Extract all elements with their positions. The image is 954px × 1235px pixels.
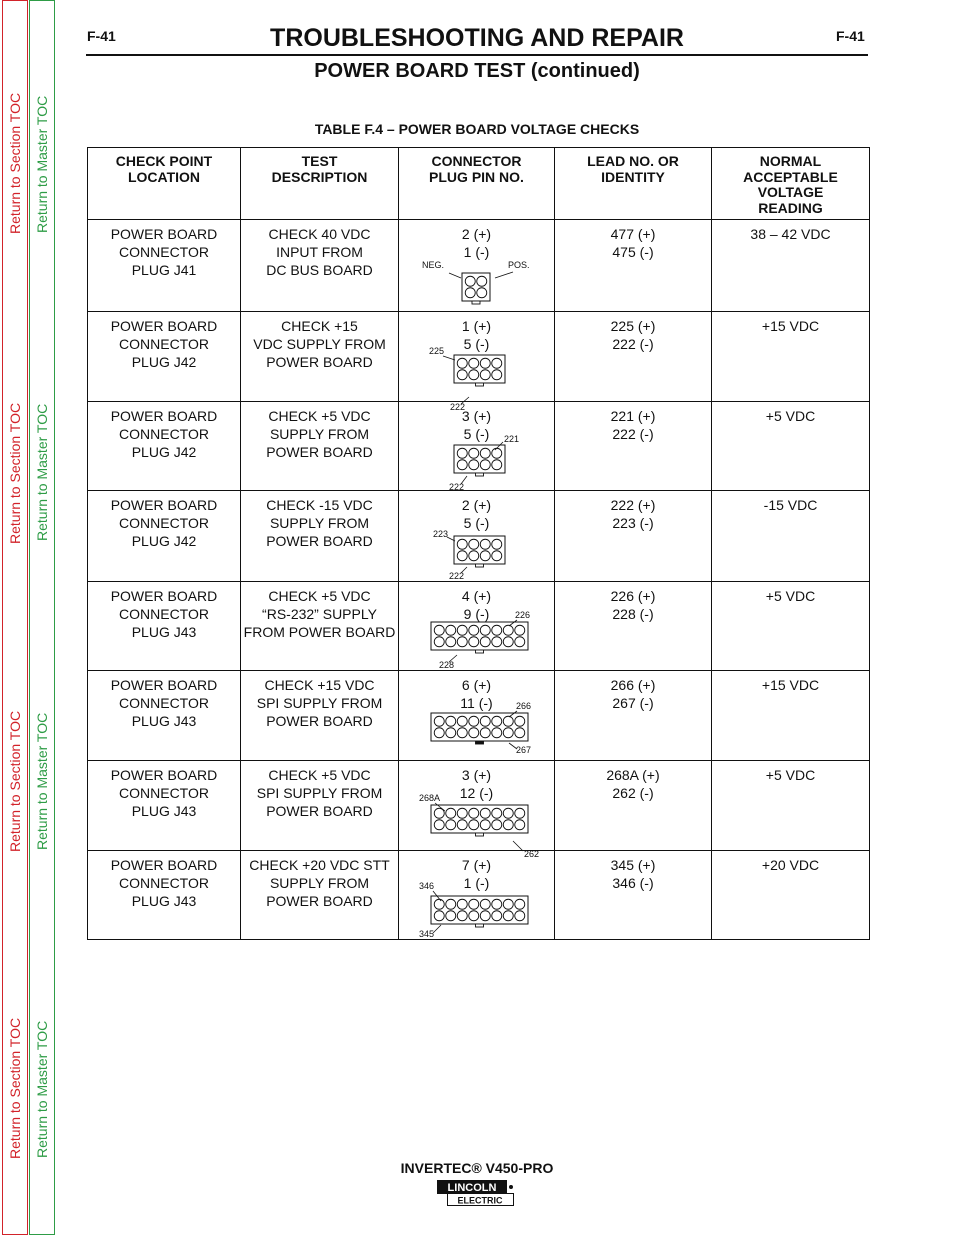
voltage-reading-cell: +20 VDC [712, 851, 870, 940]
section-toc-bar [2, 0, 28, 1235]
wire-label: 267 [516, 745, 532, 755]
header-lead-no: LEAD NO. OR IDENTITY [555, 148, 712, 220]
voltage-reading-cell: +15 VDC [712, 312, 870, 402]
wire-label: 345 [419, 929, 435, 939]
table-row [88, 582, 870, 671]
footer-product-name: INVERTEC® V450-PRO [400, 1160, 554, 1176]
wire-label: NEG. [422, 260, 445, 270]
voltage-reading-cell: +5 VDC [712, 582, 870, 671]
lead-number-cell: 225 (+) 222 (-) [555, 312, 712, 402]
voltage-reading-cell: -15 VDC [712, 491, 870, 582]
voltage-reading-cell: +5 VDC [712, 402, 870, 491]
registered-mark-icon [509, 1185, 513, 1189]
test-description-cell: CHECK -15 VDC SUPPLY FROM POWER BOARD [241, 491, 399, 582]
wire-label: 222 [450, 402, 466, 412]
wire-label: 223 [433, 529, 449, 539]
header-check-point: CHECK POINT LOCATION [88, 148, 241, 220]
test-description-cell: CHECK 40 VDC INPUT FROM DC BUS BOARD [241, 220, 399, 312]
wire-label: 266 [516, 701, 532, 711]
page-subtitle: POWER BOARD TEST (continued) [314, 60, 640, 82]
wire-label: POS. [508, 260, 530, 270]
lincoln-electric-logo [437, 1180, 517, 1208]
lead-number-cell: 221 (+) 222 (-) [555, 402, 712, 491]
connector-pin-cell: 3 (+) 12 (-) 268A 262 [399, 761, 555, 851]
voltage-reading-cell: +5 VDC [712, 761, 870, 851]
connector-pin-cell: 4 (+) 9 (-) 226 228 [399, 582, 555, 671]
check-point-cell: POWER BOARD CONNECTOR PLUG J42 [88, 402, 241, 491]
test-description-cell: CHECK +5 VDC “RS-232” SUPPLY FROM POWER BOARD [241, 582, 399, 671]
lead-number-cell: 345 (+) 346 (-) [555, 851, 712, 940]
voltage-reading-cell: +15 VDC [712, 671, 870, 761]
master-toc-link[interactable]: Return to Master TOC [34, 712, 50, 850]
page-title: TROUBLESHOOTING AND REPAIR [270, 24, 684, 52]
wire-label: 346 [419, 881, 435, 891]
check-point-cell: POWER BOARD CONNECTOR PLUG J43 [88, 761, 241, 851]
page-number-right: F-41 [836, 28, 865, 44]
lead-number-cell: 266 (+) 267 (-) [555, 671, 712, 761]
page-number-left: F-41 [87, 28, 116, 44]
table-row [88, 491, 870, 582]
table-row [88, 671, 870, 761]
connector-pin-cell: 6 (+) 11 (-) 266 267 [399, 671, 555, 761]
voltage-reading-cell: 38 – 42 VDC [712, 220, 870, 312]
test-description-cell: CHECK +20 VDC STT SUPPLY FROM POWER BOARD [241, 851, 399, 940]
table-header-row [88, 148, 870, 220]
header-test-description: TEST DESCRIPTION [241, 148, 399, 220]
table-row [88, 761, 870, 851]
connector-pin-cell: 3 (+) 5 (-) 221 222 [399, 402, 555, 491]
connector-pin-cell: 2 (+) 5 (-) 223 222 [399, 491, 555, 582]
wire-label: 226 [515, 610, 531, 620]
section-toc-link[interactable]: Return to Section TOC [7, 402, 23, 544]
test-description-cell: CHECK +5 VDC SUPPLY FROM POWER BOARD [241, 402, 399, 491]
master-toc-link[interactable]: Return to Master TOC [34, 1020, 50, 1158]
master-toc-link[interactable]: Return to Master TOC [34, 95, 50, 233]
lead-number-cell: 268A (+) 262 (-) [555, 761, 712, 851]
check-point-cell: POWER BOARD CONNECTOR PLUG J43 [88, 671, 241, 761]
table-row [88, 851, 870, 940]
wire-label: 268A [419, 793, 441, 803]
connector-pin-cell: 2 (+) 1 (-) NEG. POS. [399, 220, 555, 312]
connector-pin-cell: 7 (+) 1 (-) 346 345 [399, 851, 555, 940]
wire-label: 228 [439, 660, 455, 670]
test-description-cell: CHECK +15 VDC SPI SUPPLY FROM POWER BOARD [241, 671, 399, 761]
check-point-cell: POWER BOARD CONNECTOR PLUG J41 [88, 220, 241, 312]
table-title: TABLE F.4 – POWER BOARD VOLTAGE CHECKS [314, 121, 640, 137]
table-row [88, 220, 870, 312]
check-point-cell: POWER BOARD CONNECTOR PLUG J43 [88, 851, 241, 940]
test-description-cell: CHECK +15 VDC SUPPLY FROM POWER BOARD [241, 312, 399, 402]
section-toc-link[interactable]: Return to Section TOC [7, 710, 23, 852]
lead-number-cell: 477 (+) 475 (-) [555, 220, 712, 312]
wire-label: 225 [429, 346, 445, 356]
test-description-cell: CHECK +5 VDC SPI SUPPLY FROM POWER BOARD [241, 761, 399, 851]
table-row [88, 402, 870, 491]
lead-number-cell: 226 (+) 228 (-) [555, 582, 712, 671]
check-point-cell: POWER BOARD CONNECTOR PLUG J42 [88, 312, 241, 402]
svg-text:LINCOLN: LINCOLN [447, 1182, 497, 1194]
svg-text:ELECTRIC: ELECTRIC [457, 1195, 503, 1206]
voltage-checks-table [87, 147, 870, 940]
lead-number-cell: 222 (+) 223 (-) [555, 491, 712, 582]
header-rule [86, 54, 868, 56]
wire-label: 222 [449, 571, 465, 581]
wire-label: 222 [449, 482, 465, 492]
wire-label: 262 [524, 849, 540, 859]
connector-pin-cell: 1 (+) 5 (-) 225 222 [399, 312, 555, 402]
master-toc-bar [29, 0, 55, 1235]
check-point-cell: POWER BOARD CONNECTOR PLUG J43 [88, 582, 241, 671]
table-row [88, 312, 870, 402]
section-toc-link[interactable]: Return to Section TOC [7, 92, 23, 234]
header-normal-voltage: NORMAL ACCEPTABLE VOLTAGE READING [712, 148, 870, 220]
section-toc-link[interactable]: Return to Section TOC [7, 1017, 23, 1159]
header-connector-pin: CONNECTOR PLUG PIN NO. [399, 148, 555, 220]
wire-label: 221 [504, 434, 520, 444]
check-point-cell: POWER BOARD CONNECTOR PLUG J42 [88, 491, 241, 582]
master-toc-link[interactable]: Return to Master TOC [34, 403, 50, 541]
